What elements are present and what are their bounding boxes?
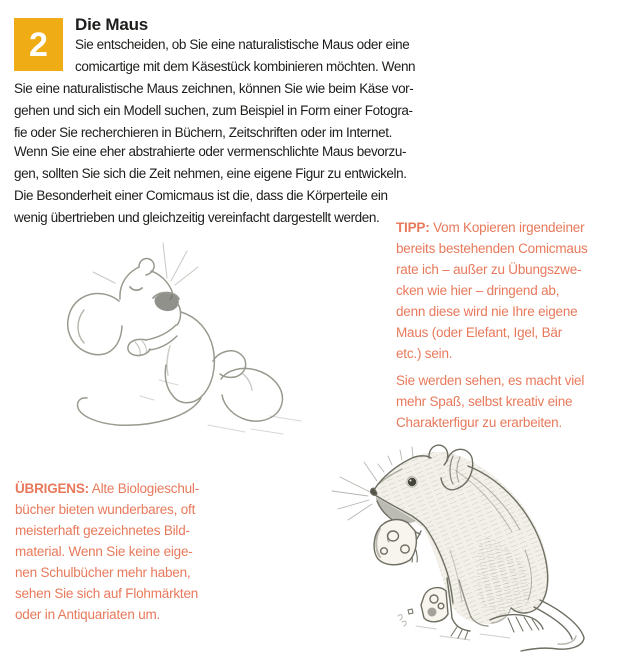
naturalistic-mouse-drawing xyxy=(320,430,624,669)
text-line: Die Besonderheit einer Comicmaus ist die, dass die Körperteile ein xyxy=(14,188,388,203)
comic-mouse-sketch xyxy=(20,228,320,458)
text-line: denn diese wird nie Ihre eigene xyxy=(396,304,578,319)
text-line: nen Schulbücher mehr haben, xyxy=(15,565,191,580)
chapter-number: 2 xyxy=(29,25,48,64)
comic-mouse-head xyxy=(120,259,181,325)
text-line: sehen Sie sich auf Flohmärkten xyxy=(15,586,199,601)
text-line: Sie eine naturalistische Maus zeichnen, können Sie wie beim Käse vor- xyxy=(14,81,414,96)
text-line: oder in Antiquariaten um. xyxy=(15,607,161,622)
second-paragraph xyxy=(14,141,484,229)
cheese-on-ground xyxy=(398,588,448,626)
text-line xyxy=(15,478,235,499)
intro-paragraph-indented xyxy=(75,34,475,78)
mouse-hind-foot xyxy=(490,615,543,632)
tip-label: TIPP: xyxy=(396,220,430,235)
text-line: bücher bieten wunderbares, oft xyxy=(15,502,196,517)
comic-mouse-body xyxy=(165,312,214,403)
ground-shadow-lines xyxy=(416,626,510,640)
ground-hatch-lines xyxy=(140,380,301,434)
text-line: Charakterfigur zu erarbeiten. xyxy=(396,415,563,430)
chapter-number-badge xyxy=(14,18,63,71)
comic-mouse-arm xyxy=(128,325,177,356)
uebrigens-first-line: Alte Biologieschul- xyxy=(91,481,200,496)
text-line: comicartige mit dem Käsestück kombinieren möchten. Wenn xyxy=(75,59,416,74)
uebrigens-sidebar xyxy=(15,478,235,625)
text-line: fie oder Sie recherchieren in Büchern, Zeitschriften oder im Internet. xyxy=(14,125,392,140)
page-title: Die Maus xyxy=(75,15,149,34)
mouse-eye xyxy=(407,477,417,487)
text-line: meisterhaft gezeichnetes Bild- xyxy=(15,523,190,538)
text-line: mehr Spaß, selbst kreativ eine xyxy=(396,394,573,409)
comic-mouse-drawing xyxy=(20,228,320,458)
text-line: rate ich – außer zu Übungszwe- xyxy=(396,262,582,277)
comic-mouse-feet xyxy=(213,351,282,421)
text-line: Sie werden sehen, es macht viel xyxy=(396,373,585,388)
text-line: material. Wenn Sie keine eige- xyxy=(15,544,193,559)
comic-mouse-ear xyxy=(68,293,122,354)
comic-mouse-whiskers xyxy=(93,243,198,285)
text-line: gen, sollten Sie sich die Zeit nehmen, eine eigene Figur zu entwickeln. xyxy=(14,166,407,181)
text-line: gehen und sich ein Modell suchen, zum Beispiel in Form einer Fotogra- xyxy=(14,103,413,118)
tip-first-line: Vom Kopieren irgendeiner xyxy=(433,220,585,235)
text-line xyxy=(396,217,622,238)
intro-paragraph-full xyxy=(14,78,484,144)
tip-sidebar xyxy=(396,217,622,433)
text-line: Wenn Sie eine eher abstrahierte oder vermenschlichte Maus bevorzu- xyxy=(14,144,407,159)
text-line: etc.) sein. xyxy=(396,346,453,361)
tip-second-paragraph xyxy=(396,370,622,433)
text-line: bereits bestehenden Comicmaus xyxy=(396,241,588,256)
uebrigens-label: ÜBRIGENS: xyxy=(15,481,89,496)
text-line: Maus (oder Elefant, Igel, Bär xyxy=(396,325,563,340)
text-line: cken wie hier – dringend ab, xyxy=(396,283,560,298)
text-line: Sie entscheiden, ob Sie eine naturalistische Maus oder eine xyxy=(75,37,410,52)
naturalistic-mouse-sketch xyxy=(320,430,624,669)
cheese-held xyxy=(374,520,416,565)
text-line: wenig übertrieben und gleichzeitig vereinfacht dargestellt werden. xyxy=(14,210,380,225)
